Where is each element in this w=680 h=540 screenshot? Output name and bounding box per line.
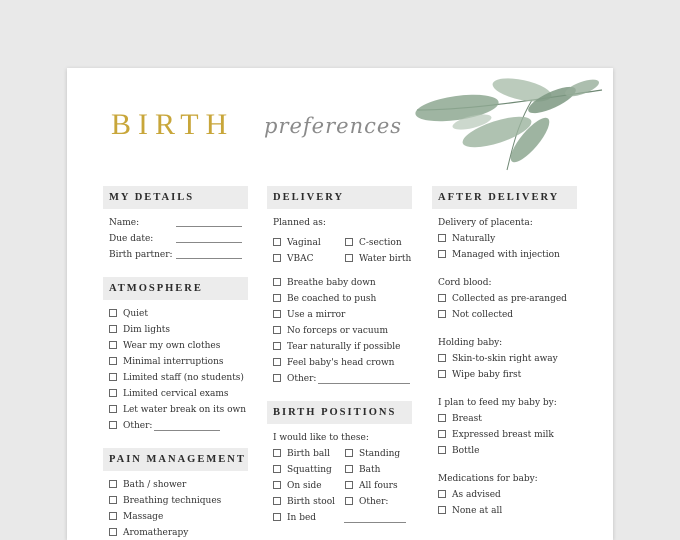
medications-label: Medications for baby: (438, 474, 538, 484)
position-pair-row (267, 478, 412, 494)
birth-partner-label: Birth partner: (109, 250, 173, 260)
checkbox-item[interactable] (339, 446, 400, 462)
checkbox-item[interactable] (103, 354, 248, 370)
name-field[interactable] (103, 215, 248, 231)
checkbox-icon[interactable] (109, 496, 117, 504)
checkbox-item-other[interactable] (267, 371, 412, 387)
checkbox-icon[interactable] (273, 278, 281, 286)
checkbox-icon[interactable] (273, 310, 281, 318)
checkbox-icon[interactable] (438, 446, 446, 454)
checkbox-item[interactable] (267, 339, 412, 355)
item-label: All fours (359, 481, 398, 491)
position-pair-row (267, 462, 412, 478)
checkbox-icon[interactable] (109, 373, 117, 381)
item-label: None at all (452, 506, 503, 516)
checkbox-icon[interactable] (438, 354, 446, 362)
checkbox-icon[interactable] (273, 254, 281, 262)
checkbox-icon[interactable] (273, 326, 281, 334)
item-label: C-section (359, 238, 402, 248)
checkbox-icon[interactable] (273, 374, 281, 382)
checkbox-item[interactable] (103, 402, 248, 418)
checkbox-item[interactable] (432, 427, 577, 443)
item-label: Squatting (287, 465, 332, 475)
position-pair-row (267, 510, 412, 526)
planned-as-label: Planned as: (273, 218, 326, 228)
checkbox-icon[interactable] (109, 528, 117, 536)
column-right (432, 186, 577, 519)
item-label: Minimal interruptions (123, 357, 224, 367)
checkbox-item[interactable] (339, 478, 398, 494)
checkbox-icon[interactable] (273, 294, 281, 302)
checkbox-item[interactable] (432, 503, 577, 519)
item-label: Wear my own clothes (123, 341, 221, 351)
checkbox-item[interactable] (267, 494, 339, 510)
after-delivery-heading: AFTER DELIVERY (432, 186, 577, 209)
due-date-field[interactable] (103, 231, 248, 247)
birth-positions-heading: BIRTH POSITIONS (267, 401, 412, 424)
checkbox-item[interactable] (267, 478, 339, 494)
item-label: Expressed breast milk (452, 430, 554, 440)
checkbox-item[interactable] (432, 307, 577, 323)
feeding-label: I plan to feed my baby by: (438, 398, 557, 408)
checkbox-item[interactable] (432, 351, 577, 367)
checkbox-icon[interactable] (438, 370, 446, 378)
item-label: Dim lights (123, 325, 171, 335)
checkbox-icon[interactable] (273, 513, 281, 521)
name-line[interactable] (176, 226, 242, 227)
checkbox-icon[interactable] (109, 309, 117, 317)
checkbox-item[interactable] (103, 477, 248, 493)
pain-management-heading: PAIN MANAGEMENT (103, 448, 248, 471)
checkbox-item[interactable] (267, 355, 412, 371)
checkbox-item[interactable] (339, 235, 402, 251)
checkbox-icon[interactable] (273, 497, 281, 505)
item-label: Other: (123, 421, 153, 431)
checkbox-item[interactable] (432, 487, 577, 503)
item-label: Use a mirror (287, 310, 346, 320)
name-label: Name: (109, 218, 140, 228)
due-date-label: Due date: (109, 234, 154, 244)
checkbox-item[interactable] (432, 367, 577, 383)
item-label: Breast (452, 414, 482, 424)
other-line[interactable] (318, 383, 410, 384)
positions-intro: I would like to these: (273, 433, 369, 443)
item-label: Standing (359, 449, 401, 459)
checkbox-item[interactable] (432, 247, 577, 263)
item-label: In bed (287, 513, 317, 523)
checkbox-icon[interactable] (109, 480, 117, 488)
item-label: Bath (359, 465, 381, 475)
item-label: Birth ball (287, 449, 330, 459)
item-label: Managed with injection (452, 250, 560, 260)
checkbox-item[interactable] (267, 446, 339, 462)
planned-pair-row (267, 235, 412, 251)
checkbox-icon[interactable] (438, 414, 446, 422)
page-subtitle: preferences (264, 114, 403, 138)
checkbox-icon[interactable] (109, 341, 117, 349)
checkbox-icon[interactable] (438, 294, 446, 302)
checkbox-item[interactable] (267, 510, 339, 526)
checkbox-icon[interactable] (438, 234, 446, 242)
due-date-line[interactable] (176, 242, 242, 243)
checkbox-item[interactable] (432, 231, 577, 247)
checkbox-icon[interactable] (345, 481, 353, 489)
birth-partner-field[interactable] (103, 247, 248, 263)
planned-pair-row (267, 251, 412, 267)
item-label: Wipe baby first (452, 370, 522, 380)
checkbox-item[interactable] (267, 462, 339, 478)
checkbox-icon[interactable] (438, 430, 446, 438)
checkbox-item[interactable] (432, 443, 577, 459)
item-label: Skin-to-skin right away (452, 354, 558, 364)
item-label: Bath / shower (123, 480, 187, 490)
checkbox-item[interactable] (103, 509, 248, 525)
item-label: Be coached to push (287, 294, 377, 304)
checkbox-item-other[interactable] (103, 418, 248, 434)
other-line[interactable] (344, 522, 406, 523)
eucalyptus-leaf-illustration (412, 70, 612, 180)
item-label: No forceps or vacuum (287, 326, 389, 336)
item-label: Breathe baby down (287, 278, 376, 288)
checkbox-item[interactable] (339, 462, 380, 478)
item-label: Feel baby's head crown (287, 358, 395, 368)
checkbox-icon[interactable] (345, 465, 353, 473)
checkbox-item[interactable] (103, 338, 248, 354)
position-pair-row (267, 446, 412, 462)
item-label: Not collected (452, 310, 514, 320)
checkbox-icon[interactable] (109, 389, 117, 397)
checkbox-item[interactable] (103, 386, 248, 402)
delivery-heading: DELIVERY (267, 186, 412, 209)
checkbox-icon[interactable] (109, 325, 117, 333)
checkbox-icon[interactable] (438, 490, 446, 498)
checkbox-icon[interactable] (345, 238, 353, 246)
birth-preferences-sheet (67, 68, 613, 540)
checkbox-item[interactable] (432, 291, 577, 307)
other-line[interactable] (154, 430, 220, 431)
item-label: Collected as pre-aranged (452, 294, 567, 304)
checkbox-item[interactable] (103, 493, 248, 509)
checkbox-item[interactable] (267, 275, 412, 291)
item-label: VBAC (287, 254, 314, 264)
checkbox-icon[interactable] (438, 506, 446, 514)
checkbox-icon[interactable] (345, 449, 353, 457)
checkbox-item[interactable] (432, 411, 577, 427)
item-label: Other: (287, 374, 317, 384)
checkbox-icon[interactable] (273, 449, 281, 457)
my-details-heading: MY DETAILS (103, 186, 248, 209)
checkbox-icon[interactable] (345, 254, 353, 262)
item-label: Bottle (452, 446, 480, 456)
checkbox-icon[interactable] (109, 405, 117, 413)
checkbox-item[interactable] (267, 291, 412, 307)
checkbox-item[interactable] (267, 251, 339, 267)
item-label: Naturally (452, 234, 496, 244)
checkbox-item[interactable] (267, 307, 412, 323)
position-pair-row (267, 494, 412, 510)
cord-blood-label: Cord blood: (438, 278, 492, 288)
item-label: On side (287, 481, 322, 491)
item-label: Tear naturally if possible (287, 342, 401, 352)
checkbox-icon[interactable] (273, 238, 281, 246)
checkbox-icon[interactable] (438, 250, 446, 258)
checkbox-icon[interactable] (438, 310, 446, 318)
checkbox-icon[interactable] (273, 358, 281, 366)
placenta-label: Delivery of placenta: (438, 218, 533, 228)
checkbox-icon[interactable] (109, 357, 117, 365)
checkbox-item[interactable] (103, 370, 248, 386)
item-label: Limited staff (no students) (123, 373, 244, 383)
checkbox-item[interactable] (103, 525, 248, 540)
checkbox-item[interactable] (339, 494, 388, 510)
column-middle (267, 186, 412, 526)
item-label: Let water break on its own (123, 405, 246, 415)
item-label: As advised (452, 490, 501, 500)
checkbox-icon[interactable] (109, 421, 117, 429)
holding-baby-label: Holding baby: (438, 338, 503, 348)
item-label: Aromatherapy (123, 528, 189, 538)
item-label: Quiet (123, 309, 148, 319)
checkbox-item[interactable] (267, 323, 412, 339)
checkbox-item[interactable] (267, 235, 339, 251)
checkbox-icon[interactable] (345, 497, 353, 505)
item-label: Breathing techniques (123, 496, 222, 506)
checkbox-icon[interactable] (273, 465, 281, 473)
checkbox-icon[interactable] (109, 512, 117, 520)
checkbox-icon[interactable] (273, 342, 281, 350)
item-label: Limited cervical exams (123, 389, 229, 399)
item-label: Water birth (359, 254, 412, 264)
checkbox-item[interactable] (339, 251, 411, 267)
atmosphere-heading: ATMOSPHERE (103, 277, 248, 300)
birth-partner-line[interactable] (176, 258, 242, 259)
item-label: Birth stool (287, 497, 336, 507)
item-label: Massage (123, 512, 164, 522)
checkbox-item[interactable] (103, 306, 248, 322)
column-left (103, 186, 248, 540)
checkbox-icon[interactable] (273, 481, 281, 489)
checkbox-item[interactable] (103, 322, 248, 338)
other-position-line-wrap[interactable] (339, 510, 406, 526)
item-label: Other: (359, 497, 389, 507)
page-title: BIRTH (111, 108, 235, 141)
item-label: Vaginal (287, 238, 321, 248)
